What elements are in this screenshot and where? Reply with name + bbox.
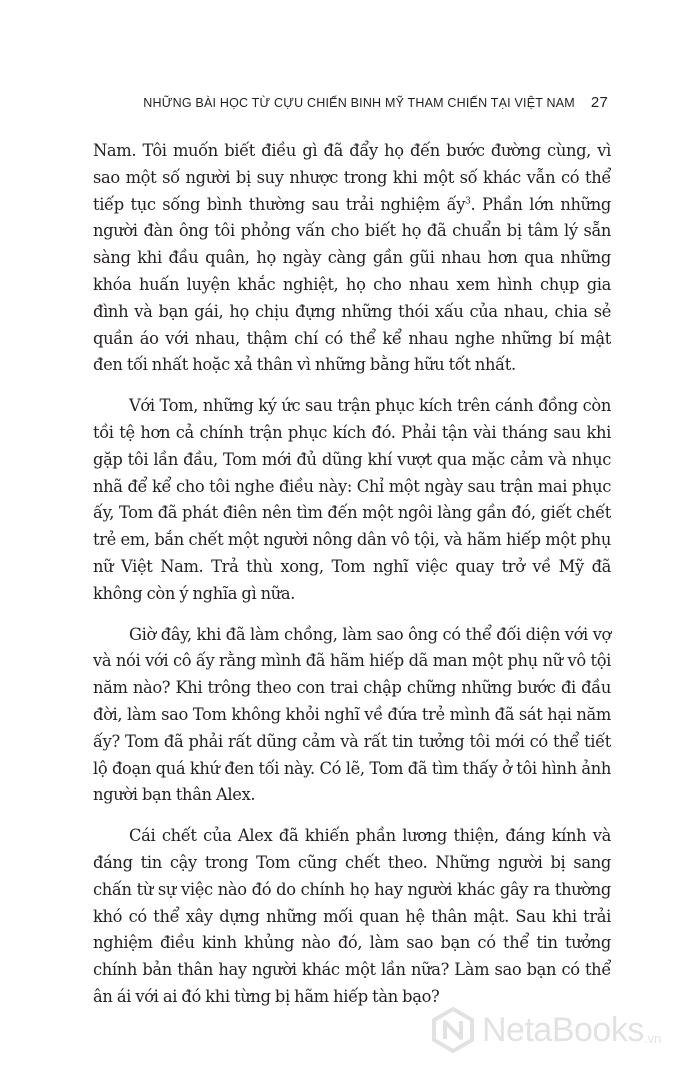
- paragraph: Với Tom, những ký ức sau trận phục kích trên cánh đồng còn tồi tệ hơn cả chính trận phục kích đó. Phải tận vài tháng sau khi gặp tôi lần đầu, Tom mới đủ dũng khí vượt qua mặc cảm và nhục nhã để kể cho tôi nghe điều này: Chỉ một ngày sau trận mai phục ấy, Tom đã phát điên nên tìm đến một ngôi làng gần đó, giết chết trẻ em, bắn chết một người nông dân vô tội, và hãm hiếp một phụ nữ Việt Nam. Trả thù xong, Tom nghĩ việc quay trở về Mỹ đã không còn ý nghĩa gì nữa.: [93, 396, 611, 603]
- paragraph-text: . Phần lớn những người đàn ông tôi phỏng vấn cho biết họ đã chuẩn bị tâm lý sẵn sàng khi đầu quân, họ ngày càng gần gũi nhau hơn qua những khóa huấn luyện khắc nghiệt, họ cho nhau xem hình chụp gia đình và bạn gái, họ chịu đựng những thói xấu của nhau, chia sẻ quần áo với nhau, thậm chí có thể kể nhau nghe những bí mật đen tối nhất hoặc xả thân vì những bằng hữu tốt nhất.: [93, 194, 611, 375]
- watermark-brand: NetaBooks: [482, 1010, 644, 1049]
- paragraph: Giờ đây, khi đã làm chồng, làm sao ông có thể đối diện với vợ và nói với cô ấy rằng mình đã hãm hiếp dã man một phụ nữ vô tội năm nào? Khi trông theo con trai chập chững những bước đi đầu đời, làm sao Tom không khỏi nghĩ về đứa trẻ mình đã sát hại năm ấy? Tom đã phải rất dũng cảm và rất tin tưởng tôi mới có thể tiết lộ đoạn quá khứ đen tối này. Có lẽ, Tom đã tìm thấy ở tôi hình ảnh người bạn thân Alex.: [93, 624, 611, 805]
- paragraph-text: Nam. Tôi muốn biết điều gì đã đẩy họ đến bước đường cùng, vì sao một số người bị suy nhược trong khi một số khác vẫn có thể tiếp tục sống bình thường sau trải nghiệm ấy: [93, 141, 611, 214]
- running-header: [92, 94, 608, 111]
- watermark-suffix: .vn: [643, 1031, 662, 1046]
- body-text: [93, 138, 611, 1025]
- footnote-reference: 3: [465, 196, 471, 207]
- page-number: 27: [590, 94, 608, 111]
- paragraph: Cái chết của Alex đã khiến phần lương thiện, đáng kính và đáng tin cậy trong Tom cũng chết theo. Những người bị sang chấn từ sự việc nào đó do chính họ hay người khác gây ra thường khó có thể xây dựng những mối quan hệ thân mật. Sau khi trải nghiệm điều kinh khủng nào đó, làm sao bạn có thể tin tưởng chính bản thân hay người khác một lần nữa? Làm sao bạn có thể ân ái với ai đó khi từng bị hãm hiếp tàn bạo?: [93, 826, 611, 1006]
- watermark: [430, 1000, 700, 1060]
- running-header-title: NHỮNG BÀI HỌC TỪ CỰU CHIẾN BINH MỸ THAM CHIẾN TẠI VIỆT NAM: [143, 96, 575, 110]
- netabooks-logo-icon: [430, 1007, 476, 1053]
- paragraph: [93, 138, 611, 379]
